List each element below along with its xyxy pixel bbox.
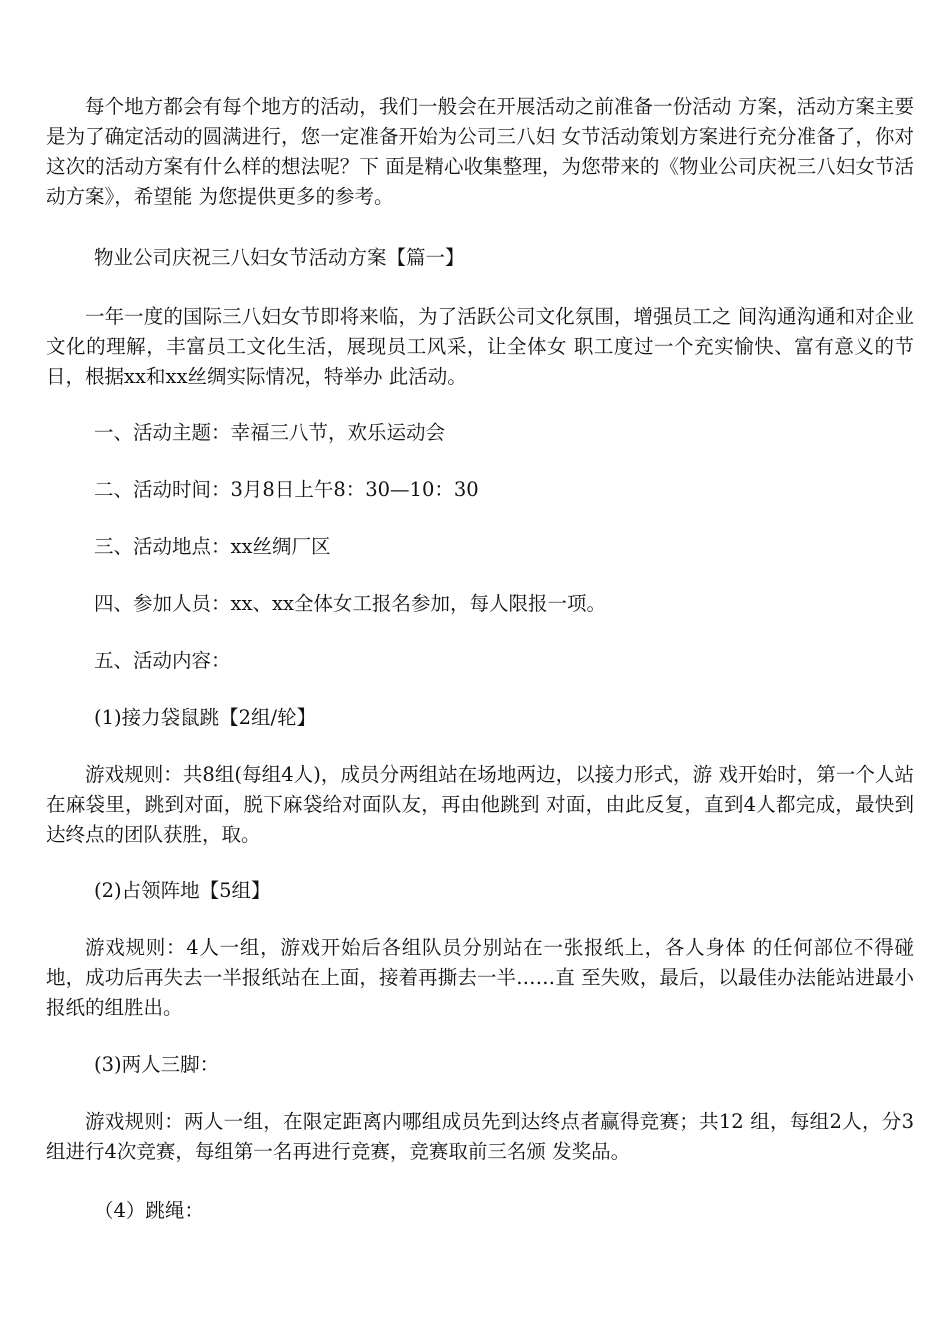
game2-title: (2)占领阵地【5组】 xyxy=(94,879,271,902)
game3-rules: 游戏规则：两人一组，在限定距离内哪组成员先到达终点者赢得竞赛；共12 组，每组2人，分3组进行4次竞赛，每组第一名再进行竞赛，竞赛取前三名颁 发奖品。 xyxy=(46,1110,914,1163)
game1-title: (1)接力袋鼠跳【2组/轮】 xyxy=(94,706,317,729)
section-title: 物业公司庆祝三八妇女节活动方案【篇一】 xyxy=(94,246,465,269)
game2-rules: 游戏规则：4人一组，游戏开始后各组队员分别站在一张报纸上，各人身体 的任何部位不得碰地，成功后再失去一半报纸站在上面，接着再撕去一半……直 至失败，最后，以最佳办法能站进最小报纸的组胜出。 xyxy=(46,936,914,1019)
game1-rules: 游戏规则：共8组(每组4人)，成员分两组站在场地两边，以接力形式，游 戏开始时，第一个人站在麻袋里，跳到对面，脱下麻袋给对面队友，再由他跳到 对面，由此反复，直到4人都完成，最快到达终点的团队获胜，取。 xyxy=(46,763,914,846)
intro-paragraph: 每个地方都会有每个地方的活动，我们一般会在开展活动之前准备一份活动 方案，活动方案主要是为了确定活动的圆满进行，您一定准备开始为公司三八妇 女节活动策划方案进行充分准备了，你对这次的活动方案有什么样的想法呢？下 面是精心收集整理，为您带来的《物业公司庆祝三八妇女节活动方案》，希望能 为您提供更多的参考。 xyxy=(46,95,914,208)
theme-line: 一、活动主题：幸福三八节，欢乐运动会 xyxy=(94,421,446,444)
place-line: 三、活动地点：xx丝绸厂区 xyxy=(94,535,331,558)
game4-title: （4）跳绳： xyxy=(94,1199,204,1222)
game3-title: (3)两人三脚： xyxy=(94,1053,220,1076)
participants-line: 四、参加人员：xx、xx全体女工报名参加，每人限报一项。 xyxy=(94,592,606,615)
time-line: 二、活动时间：3月8日上午8：30—10：30 xyxy=(94,478,479,501)
background-paragraph: 一年一度的国际三八妇女节即将来临，为了活跃公司文化氛围，增强员工之 间沟通沟通和对企业文化的理解，丰富员工文化生活，展现员工风采，让全体女 职工度过一个充实愉快、富有意义的节日，根据xx和xx丝绸实际情况，特举办 此活动。 xyxy=(46,305,914,388)
content-heading: 五、活动内容： xyxy=(94,649,231,672)
